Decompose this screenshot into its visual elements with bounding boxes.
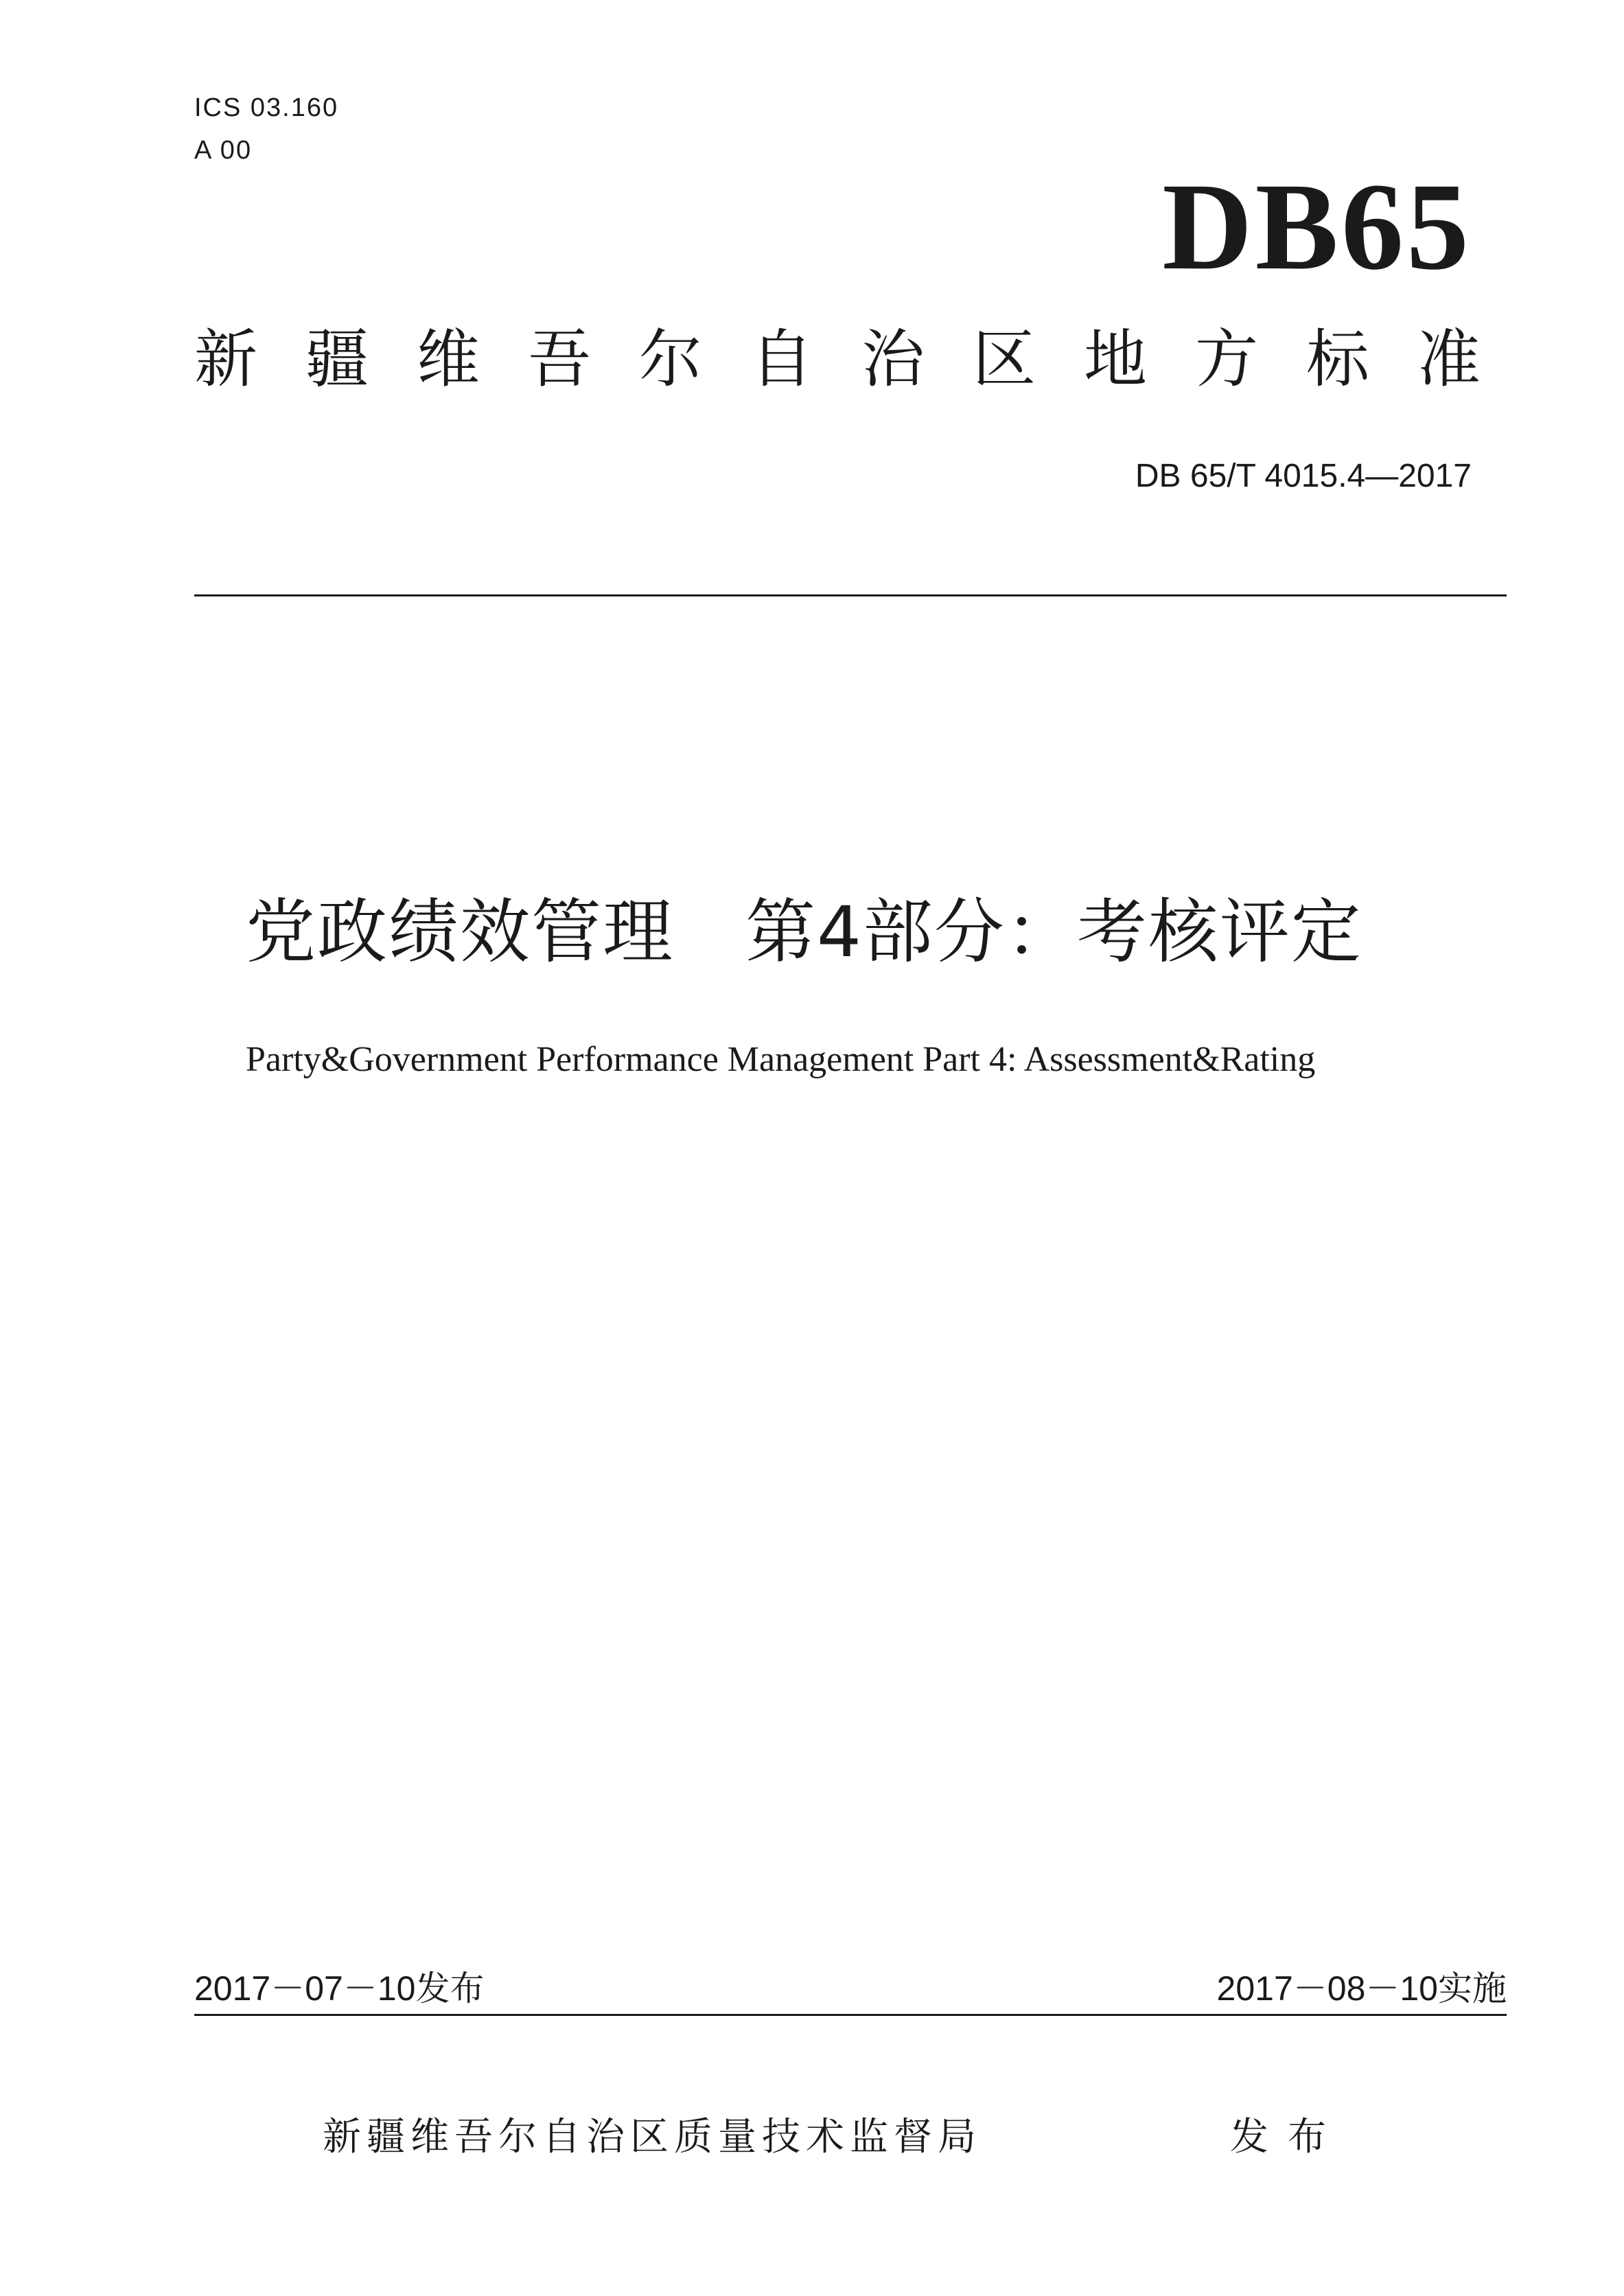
issue-date: 2017－07－10发布 (194, 1969, 485, 2008)
header-divider (194, 594, 1507, 596)
footer-divider (194, 2014, 1507, 2016)
document-title-chinese: 党政绩效管理 第4部分：考核评定 (246, 892, 1362, 973)
publish-label: 发布 (1230, 2115, 1345, 2159)
publisher-name: 新疆维吾尔自治区质量技术监督局 (323, 2115, 982, 2159)
standard-code: DB65 (1162, 158, 1472, 296)
standard-number: DB 65/T 4015.4—2017 (1135, 458, 1472, 494)
document-title-english: Party&Government Performance Management Part 4: Assessment&Rating (246, 1040, 1316, 1079)
implementation-date: 2017－08－10实施 (1216, 1969, 1507, 2008)
ics-code: ICS 03.160 (194, 93, 339, 122)
standard-type: 新疆维吾尔自治区地方标准 (194, 323, 1529, 396)
clc-code: A 00 (194, 136, 253, 165)
